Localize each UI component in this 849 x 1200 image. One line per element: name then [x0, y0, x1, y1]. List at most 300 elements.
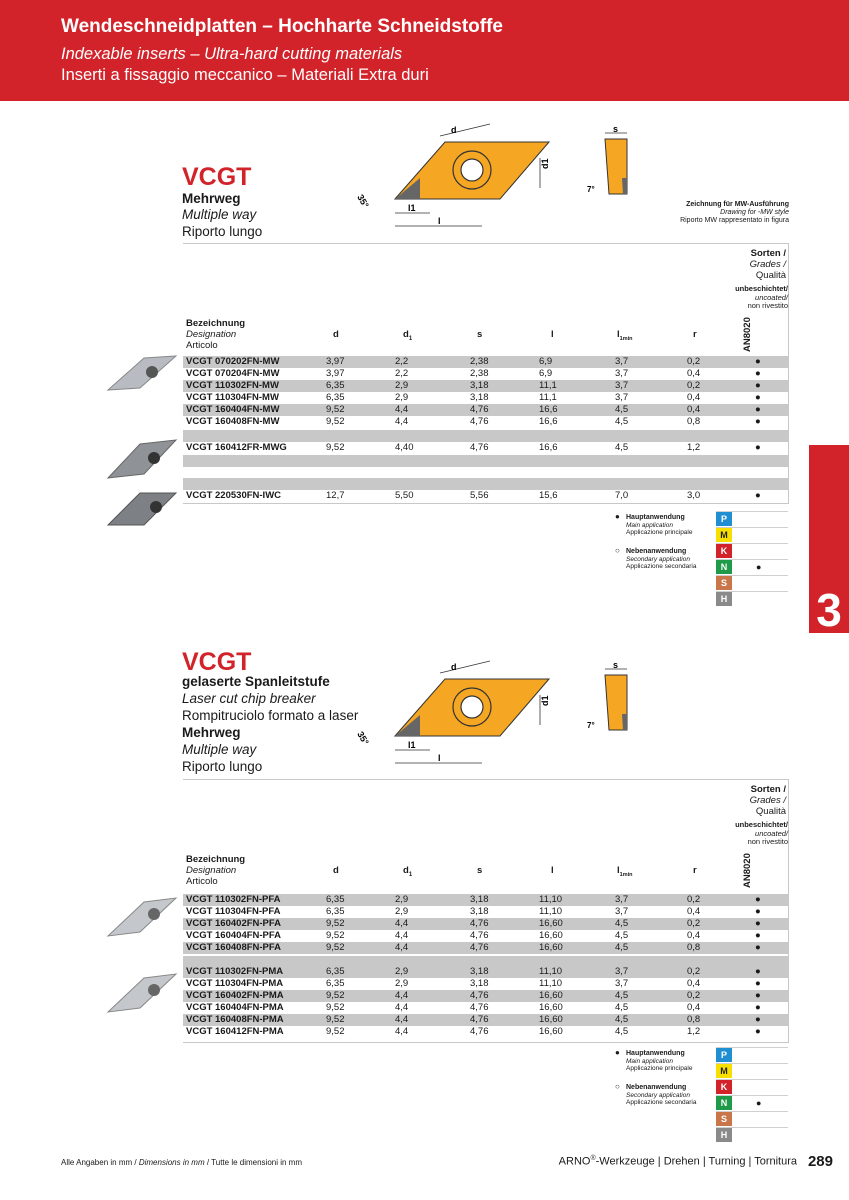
table-row [183, 894, 789, 906]
cell-d1: 2,2 [395, 368, 409, 379]
cell-name: VCGT 160408FN-PMA [186, 1014, 284, 1025]
cell-name: VCGT 160404FN-MW [186, 404, 280, 415]
cell-r: 0,4 [687, 978, 701, 989]
material-code-s: S [716, 1112, 732, 1126]
cell-an: ● [755, 1026, 761, 1037]
hdr-l1: $l_{1min}$ [617, 329, 633, 342]
material-code-h: H [716, 1128, 732, 1142]
cell-r: 0,4 [687, 404, 701, 415]
cell-d: 9,52 [326, 930, 345, 941]
cell-l1: 3,7 [615, 894, 629, 905]
material-row [716, 1063, 788, 1078]
cell-r: 0,4 [687, 1002, 701, 1013]
hdr2-l: l [551, 865, 554, 876]
table-row [183, 930, 789, 942]
hdr2-designation-en: Designation [186, 865, 237, 876]
cell-an: ● [755, 416, 761, 427]
cell-s: 2,38 [470, 368, 489, 379]
section1-sub-en: Multiple way [182, 207, 257, 222]
cell-name: VCGT 160412FN-PMA [186, 1026, 284, 1037]
cell-l1: 4,5 [615, 416, 629, 427]
cell-r: 0,2 [687, 380, 701, 391]
material-code-k: K [716, 544, 732, 558]
legend-secondary [615, 548, 696, 571]
cell-s: 5,56 [470, 490, 489, 501]
cell-d1: 2,9 [395, 392, 409, 403]
table-row [183, 416, 789, 428]
legend-main-de: Hauptanwendung [626, 514, 685, 521]
cell-d1: 2,9 [395, 380, 409, 391]
header-title-it: Inserti a fissaggio meccanico – Materiali Extra duri [61, 66, 429, 84]
footer-reg: ® [590, 1155, 596, 1162]
material-row [716, 559, 788, 574]
cell-l1: 4,5 [615, 442, 629, 453]
cell-l1: 4,5 [615, 942, 629, 953]
hdr-l: l [551, 329, 554, 340]
cell-d: 9,52 [326, 918, 345, 929]
cell-d: 9,52 [326, 416, 345, 427]
page-number: 289 [807, 1153, 833, 1170]
hdr2-d1: $d_1$ [403, 865, 413, 878]
cell-an: ● [755, 356, 761, 367]
cell-l: 15,6 [539, 490, 558, 501]
insert-photo-iwc [104, 487, 179, 535]
cell-l: 16,60 [539, 918, 563, 929]
dim-relief-label-2: 7° [587, 721, 595, 730]
cell-d: 9,52 [326, 1026, 345, 1037]
dim-l1-label-2: l1 [408, 740, 416, 750]
cell-d: 12,7 [326, 490, 345, 501]
cell-name: VCGT 160408FN-PFA [186, 942, 282, 953]
material-row [716, 1079, 788, 1094]
header-title-de: Wendeschneidplatten – Hochharte Schneidstoffe [61, 16, 504, 37]
material-row [716, 591, 788, 606]
table-row [183, 404, 789, 416]
cell-d1: 4,4 [395, 1002, 409, 1013]
dim-d1-label-2: d1 [540, 695, 550, 706]
cell-an: ● [755, 442, 761, 453]
section1-sub-it: Riporto lungo [182, 224, 263, 239]
cell-an: ● [755, 1002, 761, 1013]
cell-d: 6,35 [326, 978, 345, 989]
hdr2-s: s [477, 865, 483, 876]
dim-l-label-2: l [438, 753, 441, 763]
material-code-m: M [716, 528, 732, 542]
material-mark: ● [756, 1098, 762, 1108]
cell-d1: 4,4 [395, 416, 409, 427]
cell-d1: 4,4 [395, 990, 409, 1001]
footer-sep-1: / [132, 1158, 139, 1167]
legend-secondary [615, 1084, 696, 1107]
cell-r: 0,2 [687, 894, 701, 905]
dim-l-label: l [438, 216, 441, 226]
insert-photo-pfa [104, 890, 179, 946]
material-code-p: P [716, 1048, 732, 1062]
cell-l1: 3,7 [615, 368, 629, 379]
cell-name: VCGT 160404FN-PMA [186, 1002, 284, 1013]
section1-sub-de: Mehrweg [182, 191, 241, 206]
table-row [183, 490, 789, 502]
cell-s: 4,76 [470, 918, 489, 929]
footer-category: -Werkzeuge | Drehen | Turning | Tornitura [595, 1155, 797, 1168]
cell-d: 3,97 [326, 368, 345, 379]
cell-d: 6,35 [326, 966, 345, 977]
hdr2-uncoated: unbeschichtet/ uncoated/ non rivestito [735, 820, 788, 846]
hdr2-d: d [333, 865, 339, 876]
legend-main-de: Hauptanwendung [626, 1050, 685, 1057]
cell-name: VCGT 160402FN-PMA [186, 990, 284, 1001]
cell-r: 0,4 [687, 906, 701, 917]
legend-sec-it: Applicazione secondaria [626, 1099, 697, 1106]
material-code-k: K [716, 1080, 732, 1094]
cell-l1: 4,5 [615, 918, 629, 929]
cell-name: VCGT 220530FN-IWC [186, 490, 282, 501]
cell-name: VCGT 160404FN-PFA [186, 930, 282, 941]
row-separator [183, 956, 789, 966]
page-header [0, 0, 849, 101]
material-row [716, 1111, 788, 1126]
cell-name: VCGT 110302FN-MW [186, 380, 279, 391]
cell-r: 0,2 [687, 990, 701, 1001]
drawing-note [629, 201, 789, 225]
cell-d1: 4,4 [395, 942, 409, 953]
cell-s: 3,18 [470, 894, 489, 905]
dim-s-label-2: s [613, 660, 619, 670]
cell-d1: 5,50 [395, 490, 414, 501]
cell-an: ● [755, 392, 761, 403]
material-code-n: N [716, 1096, 732, 1110]
cell-d: 9,52 [326, 1002, 345, 1013]
cell-s: 4,76 [470, 942, 489, 953]
cell-d: 9,52 [326, 442, 345, 453]
section2-sub2-it: Riporto lungo [182, 759, 263, 774]
material-row [716, 1047, 788, 1062]
section2-sub1-en: Laser cut chip breaker [182, 691, 316, 706]
cell-l: 11,10 [539, 978, 563, 989]
cell-d1: 2,2 [395, 356, 409, 367]
hdr-grade-an8020: AN8020 [742, 317, 753, 352]
cell-l1: 4,5 [615, 990, 629, 1001]
cell-d1: 4,4 [395, 404, 409, 415]
legend-sec-symbol: ○ [615, 1082, 620, 1091]
dim-angle-label-2: 35° [355, 729, 371, 747]
dim-d1-label: d1 [540, 158, 550, 169]
cell-r: 0,4 [687, 368, 701, 379]
cell-l: 16,6 [539, 404, 558, 415]
hdr-r: r [693, 329, 697, 340]
legend-main-it: Applicazione principale [626, 1065, 693, 1072]
footer-brand [559, 1155, 797, 1168]
cell-r: 1,2 [687, 442, 701, 453]
cell-r: 3,0 [687, 490, 701, 501]
cell-name: VCGT 070204FN-MW [186, 368, 280, 379]
section2-sub2-en: Multiple way [182, 742, 257, 757]
section1-title: VCGT [182, 163, 252, 191]
dim-d-label: d [451, 125, 457, 135]
hdr-d1: $d_1$ [403, 329, 413, 342]
cell-l: 11,10 [539, 966, 563, 977]
hdr2-designation-it: Articolo [186, 876, 218, 887]
footer-brand-name: ARNO [558, 1155, 591, 1168]
table-row [183, 906, 789, 918]
cell-l: 11,10 [539, 894, 563, 905]
dim-relief-label: 7° [587, 185, 595, 194]
cell-l: 16,6 [539, 416, 558, 427]
cell-name: VCGT 110304FN-PMA [186, 978, 284, 989]
cell-l: 16,60 [539, 942, 563, 953]
section2-sub2-de: Mehrweg [182, 725, 241, 740]
cell-l: 11,1 [539, 380, 557, 391]
cell-s: 3,18 [470, 380, 489, 391]
cell-an: ● [755, 966, 761, 977]
footer-units-de: Alle Angaben in mm [61, 1158, 133, 1167]
cell-s: 4,76 [470, 404, 489, 415]
material-row [716, 527, 788, 542]
cell-d1: 2,9 [395, 894, 409, 905]
material-code-s: S [716, 576, 732, 590]
cell-l: 6,9 [539, 368, 553, 379]
cell-r: 0,2 [687, 918, 701, 929]
cell-d: 6,35 [326, 392, 345, 403]
cell-d: 6,35 [326, 894, 345, 905]
cell-d: 6,35 [326, 380, 345, 391]
dim-angle-label: 35° [355, 192, 371, 210]
cell-an: ● [755, 1014, 761, 1025]
cell-l1: 4,5 [615, 1002, 629, 1013]
cell-an: ● [755, 906, 761, 917]
row-separator [183, 455, 789, 467]
legend-sec-en: Secondary application [626, 555, 690, 563]
legend-sec-de: Nebenanwendung [626, 1084, 687, 1091]
section2-title: VCGT [182, 648, 252, 676]
cell-s: 3,18 [470, 966, 489, 977]
insert-photo-pma [104, 966, 179, 1022]
cell-l: 16,6 [539, 442, 558, 453]
table-row [183, 380, 789, 392]
table-row [183, 978, 789, 990]
cell-r: 0,2 [687, 356, 701, 367]
dim-s-label: s [613, 124, 619, 134]
cell-r: 0,2 [687, 966, 701, 977]
insert-drawing-side [585, 122, 635, 207]
cell-r: 0,4 [687, 392, 701, 403]
cell-r: 0,8 [687, 1014, 701, 1025]
dim-l1-label: l1 [408, 203, 416, 213]
cell-an: ● [755, 918, 761, 929]
cell-name: VCGT 110302FN-PMA [186, 966, 284, 977]
legend-main-en: Main application [626, 521, 673, 529]
cell-d: 9,52 [326, 942, 345, 953]
legend-main-en: Main application [626, 1057, 673, 1065]
cell-d: 9,52 [326, 1014, 345, 1025]
cell-name: VCGT 070202FN-MW [186, 356, 280, 367]
header-title-en: Indexable inserts – Ultra-hard cutting materials [61, 45, 403, 63]
cell-an: ● [755, 894, 761, 905]
legend-main-symbol: ● [615, 1048, 620, 1057]
cell-an: ● [755, 404, 761, 415]
cell-l: 16,60 [539, 1002, 563, 1013]
table-row [183, 918, 789, 930]
cell-s: 4,76 [470, 930, 489, 941]
hdr-designation-it: Articolo [186, 340, 218, 351]
cell-d1: 4,4 [395, 1014, 409, 1025]
hdr-designation-de: Bezeichnung [186, 318, 246, 329]
hdr2-r: r [693, 865, 697, 876]
material-code-h: H [716, 592, 732, 606]
chapter-number: 3 [816, 584, 842, 636]
cell-l: 16,60 [539, 1014, 563, 1025]
hdr2-grades: Sorten / Grades / Qualità [749, 784, 786, 817]
cell-l1: 3,7 [615, 392, 629, 403]
legend-main [615, 1050, 693, 1073]
cell-name: VCGT 160412FR-MWG [186, 442, 287, 453]
cell-name: VCGT 110304FN-MW [186, 392, 279, 403]
table-row [183, 1014, 789, 1026]
material-mark: ● [756, 562, 762, 572]
insert-photo-mwg [104, 436, 179, 484]
table-row [183, 990, 789, 1002]
cell-l1: 3,7 [615, 356, 629, 367]
cell-d1: 2,9 [395, 978, 409, 989]
dim-d-label-2: d [451, 662, 457, 672]
insert-drawing-top-2 [350, 655, 550, 775]
table-row [183, 392, 789, 404]
cell-d1: 4,4 [395, 918, 409, 929]
drawing-note-de: Zeichnung für MW-Ausführung [686, 201, 789, 208]
cell-l1: 3,7 [615, 906, 629, 917]
legend-main-symbol: ● [615, 512, 620, 521]
cell-d1: 2,9 [395, 966, 409, 977]
hdr-grades: Sorten / Grades / Qualità [749, 248, 786, 281]
cell-l1: 4,5 [615, 930, 629, 941]
cell-l: 6,9 [539, 356, 553, 367]
table-row [183, 442, 789, 454]
legend-main [615, 514, 693, 537]
drawing-note-it: Riporto MW rappresentato in figura [680, 217, 789, 224]
cell-l: 16,60 [539, 930, 563, 941]
hdr2-grade-an8020: AN8020 [742, 853, 753, 888]
cell-l1: 4,5 [615, 1014, 629, 1025]
cell-an: ● [755, 368, 761, 379]
cell-name: VCGT 110304FN-PFA [186, 906, 281, 917]
cell-s: 4,76 [470, 1002, 489, 1013]
cell-s: 3,18 [470, 392, 489, 403]
footer-units-en: Dimensions in mm [138, 1158, 205, 1167]
table-row [183, 1002, 789, 1014]
hdr-designation-en: Designation [186, 329, 237, 340]
table-row [183, 356, 789, 368]
row-separator [183, 430, 789, 442]
cell-l1: 4,5 [615, 404, 629, 415]
footer-sep-2: / [204, 1158, 212, 1167]
legend-sec-it: Applicazione secondaria [626, 563, 697, 570]
material-code-n: N [716, 560, 732, 574]
cell-an: ● [755, 990, 761, 1001]
chapter-tab [809, 445, 849, 636]
cell-an: ● [755, 490, 761, 501]
hdr-d: d [333, 329, 339, 340]
cell-l: 11,1 [539, 392, 557, 403]
cell-d: 9,52 [326, 404, 345, 415]
legend-sec-symbol: ○ [615, 546, 620, 555]
cell-d1: 4,4 [395, 1026, 409, 1037]
material-row [716, 1127, 788, 1142]
cell-s: 4,76 [470, 442, 489, 453]
material-code-m: M [716, 1064, 732, 1078]
insert-photo-mw [104, 352, 179, 400]
cell-s: 4,76 [470, 990, 489, 1001]
cell-l: 16,60 [539, 1026, 563, 1037]
material-row [716, 543, 788, 558]
cell-r: 0,8 [687, 416, 701, 427]
cell-s: 2,38 [470, 356, 489, 367]
cell-d: 9,52 [326, 990, 345, 1001]
cell-l1: 3,7 [615, 978, 629, 989]
cell-l: 11,10 [539, 906, 563, 917]
cell-s: 4,76 [470, 1014, 489, 1025]
legend-sec-en: Secondary application [626, 1091, 690, 1099]
cell-an: ● [755, 942, 761, 953]
row-separator [183, 478, 789, 490]
material-row [716, 511, 788, 526]
cell-d1: 2,9 [395, 906, 409, 917]
cell-l1: 3,7 [615, 380, 629, 391]
section2-sub1-it: Rompitruciolo formato a laser [182, 708, 359, 723]
cell-l: 16,60 [539, 990, 563, 1001]
cell-an: ● [755, 380, 761, 391]
cell-s: 3,18 [470, 906, 489, 917]
cell-d: 3,97 [326, 356, 345, 367]
hdr-s: s [477, 329, 483, 340]
material-row [716, 1095, 788, 1110]
cell-name: VCGT 160408FN-MW [186, 416, 280, 427]
cell-s: 3,18 [470, 978, 489, 989]
hdr2-l1: $l_{1min}$ [617, 865, 633, 878]
cell-name: VCGT 110302FN-PFA [186, 894, 281, 905]
table-row [183, 1026, 789, 1038]
hdr2-designation-de: Bezeichnung [186, 854, 246, 865]
cell-an: ● [755, 930, 761, 941]
cell-d1: 4,4 [395, 930, 409, 941]
drawing-note-en: Drawing for -MW style [720, 209, 789, 216]
table-row [183, 368, 789, 380]
material-code-p: P [716, 512, 732, 526]
cell-s: 4,76 [470, 1026, 489, 1037]
cell-d: 6,35 [326, 906, 345, 917]
insert-drawing-top [350, 118, 550, 238]
footer-units [61, 1158, 302, 1167]
cell-l1: 7,0 [615, 490, 629, 501]
table-row [183, 942, 789, 954]
cell-r: 0,8 [687, 942, 701, 953]
cell-d1: 4,40 [395, 442, 414, 453]
insert-drawing-side-2 [585, 658, 635, 743]
section2-sub1-de: gelaserte Spanleitstufe [182, 674, 330, 689]
cell-l1: 4,5 [615, 1026, 629, 1037]
cell-s: 4,76 [470, 416, 489, 427]
table-row [183, 966, 789, 978]
hdr-uncoated: unbeschichtet/ uncoated/ non rivestito [735, 284, 788, 310]
cell-l1: 3,7 [615, 966, 629, 977]
footer-units-it: Tutte le dimensioni in mm [211, 1158, 303, 1167]
material-row [716, 575, 788, 590]
legend-main-it: Applicazione principale [626, 529, 693, 536]
cell-name: VCGT 160402FN-PFA [186, 918, 282, 929]
legend-sec-de: Nebenanwendung [626, 548, 687, 555]
cell-r: 1,2 [687, 1026, 701, 1037]
cell-an: ● [755, 978, 761, 989]
cell-r: 0,4 [687, 930, 701, 941]
